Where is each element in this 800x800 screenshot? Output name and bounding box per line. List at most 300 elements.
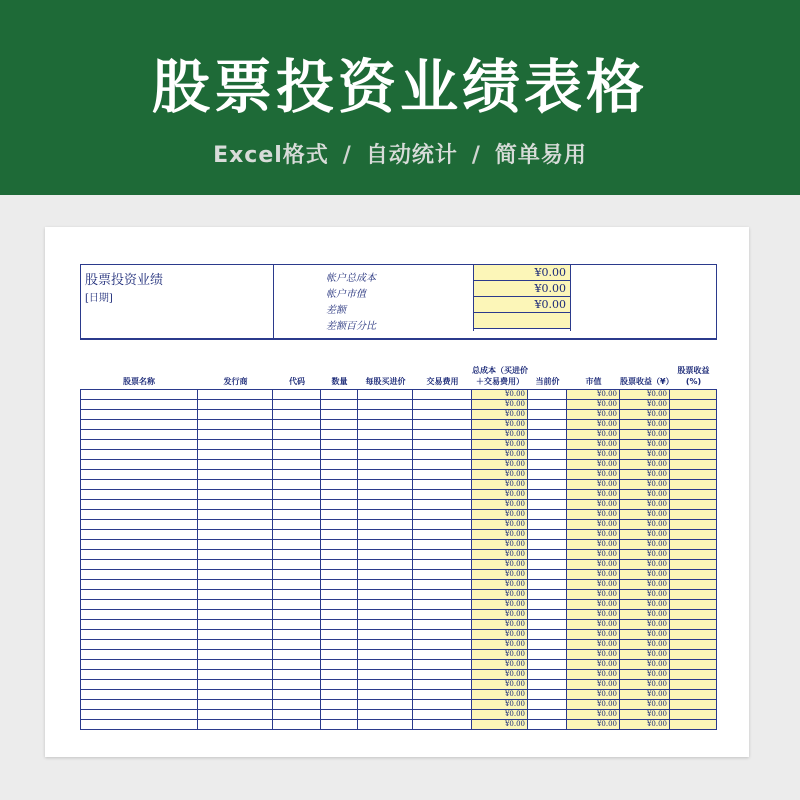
cell-total-cost[interactable] bbox=[472, 530, 528, 539]
cell-buy-price[interactable] bbox=[358, 480, 413, 489]
cell-gain-percent[interactable] bbox=[670, 670, 717, 679]
cell-issuer[interactable] bbox=[198, 450, 273, 459]
cell-gain-percent[interactable] bbox=[670, 440, 717, 449]
cell-issuer[interactable] bbox=[198, 590, 273, 599]
cell-current-price[interactable] bbox=[528, 470, 567, 479]
cell-stock-name[interactable] bbox=[80, 490, 198, 499]
cell-issuer[interactable] bbox=[198, 650, 273, 659]
cell-issuer[interactable] bbox=[198, 440, 273, 449]
date-field[interactable]: [日期] bbox=[85, 293, 113, 304]
cell-quantity[interactable] bbox=[321, 630, 358, 639]
cell-stock-name[interactable] bbox=[80, 400, 198, 409]
cell-issuer[interactable] bbox=[198, 470, 273, 479]
cell-buy-price[interactable] bbox=[358, 650, 413, 659]
cell-code[interactable] bbox=[273, 670, 321, 679]
cell-current-price[interactable] bbox=[528, 580, 567, 589]
cell-issuer[interactable] bbox=[198, 520, 273, 529]
cell-gain-percent[interactable] bbox=[670, 570, 717, 579]
cell-issuer[interactable] bbox=[198, 530, 273, 539]
cell-total-cost[interactable] bbox=[472, 600, 528, 609]
cell-market-value[interactable] bbox=[567, 620, 620, 629]
cell-quantity[interactable] bbox=[321, 720, 358, 729]
cell-quantity[interactable] bbox=[321, 660, 358, 669]
cell-gain-yuan[interactable] bbox=[620, 500, 670, 509]
cell-market-value[interactable] bbox=[567, 660, 620, 669]
cell-stock-name[interactable] bbox=[80, 510, 198, 519]
cell-buy-price[interactable] bbox=[358, 520, 413, 529]
cell-quantity[interactable] bbox=[321, 690, 358, 699]
cell-fee[interactable] bbox=[413, 500, 472, 509]
cell-stock-name[interactable] bbox=[80, 520, 198, 529]
cell-fee[interactable] bbox=[413, 400, 472, 409]
cell-quantity[interactable] bbox=[321, 520, 358, 529]
cell-buy-price[interactable] bbox=[358, 390, 413, 399]
cell-current-price[interactable] bbox=[528, 390, 567, 399]
cell-code[interactable] bbox=[273, 560, 321, 569]
cell-stock-name[interactable] bbox=[80, 500, 198, 509]
cell-issuer[interactable] bbox=[198, 670, 273, 679]
cell-total-cost[interactable] bbox=[472, 490, 528, 499]
cell-code[interactable] bbox=[273, 610, 321, 619]
cell-gain-percent[interactable] bbox=[670, 630, 717, 639]
cell-buy-price[interactable] bbox=[358, 600, 413, 609]
cell-total-cost[interactable] bbox=[472, 580, 528, 589]
cell-gain-percent[interactable] bbox=[670, 410, 717, 419]
cell-fee[interactable] bbox=[413, 410, 472, 419]
cell-buy-price[interactable] bbox=[358, 510, 413, 519]
cell-market-value[interactable] bbox=[567, 500, 620, 509]
cell-stock-name[interactable] bbox=[80, 440, 198, 449]
cell-buy-price[interactable] bbox=[358, 430, 413, 439]
cell-fee[interactable] bbox=[413, 720, 472, 729]
cell-total-cost[interactable] bbox=[472, 610, 528, 619]
cell-market-value[interactable] bbox=[567, 640, 620, 649]
cell-gain-percent[interactable] bbox=[670, 420, 717, 429]
cell-quantity[interactable] bbox=[321, 430, 358, 439]
cell-current-price[interactable] bbox=[528, 460, 567, 469]
cell-stock-name[interactable] bbox=[80, 450, 198, 459]
cell-quantity[interactable] bbox=[321, 550, 358, 559]
cell-fee[interactable] bbox=[413, 640, 472, 649]
cell-current-price[interactable] bbox=[528, 500, 567, 509]
cell-gain-yuan[interactable] bbox=[620, 390, 670, 399]
cell-fee[interactable] bbox=[413, 520, 472, 529]
cell-total-cost[interactable] bbox=[472, 510, 528, 519]
cell-buy-price[interactable] bbox=[358, 630, 413, 639]
cell-issuer[interactable] bbox=[198, 550, 273, 559]
cell-current-price[interactable] bbox=[528, 400, 567, 409]
cell-quantity[interactable] bbox=[321, 410, 358, 419]
cell-gain-yuan[interactable] bbox=[620, 580, 670, 589]
cell-code[interactable] bbox=[273, 620, 321, 629]
cell-buy-price[interactable] bbox=[358, 400, 413, 409]
cell-total-cost[interactable] bbox=[472, 390, 528, 399]
cell-issuer[interactable] bbox=[198, 720, 273, 729]
cell-market-value[interactable] bbox=[567, 720, 620, 729]
cell-current-price[interactable] bbox=[528, 520, 567, 529]
cell-issuer[interactable] bbox=[198, 420, 273, 429]
cell-code[interactable] bbox=[273, 390, 321, 399]
cell-stock-name[interactable] bbox=[80, 410, 198, 419]
cell-fee[interactable] bbox=[413, 540, 472, 549]
cell-quantity[interactable] bbox=[321, 500, 358, 509]
cell-buy-price[interactable] bbox=[358, 500, 413, 509]
cell-gain-yuan[interactable] bbox=[620, 640, 670, 649]
cell-market-value[interactable] bbox=[567, 430, 620, 439]
cell-gain-yuan[interactable] bbox=[620, 700, 670, 709]
cell-stock-name[interactable] bbox=[80, 610, 198, 619]
cell-market-value[interactable] bbox=[567, 690, 620, 699]
cell-gain-yuan[interactable] bbox=[620, 530, 670, 539]
cell-buy-price[interactable] bbox=[358, 540, 413, 549]
cell-total-cost[interactable] bbox=[472, 650, 528, 659]
cell-market-value[interactable] bbox=[567, 440, 620, 449]
cell-issuer[interactable] bbox=[198, 620, 273, 629]
cell-fee[interactable] bbox=[413, 550, 472, 559]
cell-total-cost[interactable] bbox=[472, 480, 528, 489]
cell-gain-yuan[interactable] bbox=[620, 480, 670, 489]
cell-issuer[interactable] bbox=[198, 610, 273, 619]
cell-market-value[interactable] bbox=[567, 550, 620, 559]
cell-total-cost[interactable] bbox=[472, 560, 528, 569]
cell-buy-price[interactable] bbox=[358, 690, 413, 699]
cell-current-price[interactable] bbox=[528, 570, 567, 579]
cell-issuer[interactable] bbox=[198, 640, 273, 649]
cell-code[interactable] bbox=[273, 440, 321, 449]
cell-stock-name[interactable] bbox=[80, 700, 198, 709]
value-total-cost[interactable]: ¥0.00 bbox=[474, 265, 570, 281]
cell-code[interactable] bbox=[273, 510, 321, 519]
cell-market-value[interactable] bbox=[567, 700, 620, 709]
cell-gain-percent[interactable] bbox=[670, 530, 717, 539]
cell-buy-price[interactable] bbox=[358, 590, 413, 599]
cell-fee[interactable] bbox=[413, 710, 472, 719]
cell-gain-percent[interactable] bbox=[670, 540, 717, 549]
cell-gain-percent[interactable] bbox=[670, 560, 717, 569]
cell-quantity[interactable] bbox=[321, 490, 358, 499]
cell-code[interactable] bbox=[273, 530, 321, 539]
cell-code[interactable] bbox=[273, 710, 321, 719]
cell-gain-percent[interactable] bbox=[670, 550, 717, 559]
cell-stock-name[interactable] bbox=[80, 640, 198, 649]
cell-fee[interactable] bbox=[413, 680, 472, 689]
cell-market-value[interactable] bbox=[567, 650, 620, 659]
cell-current-price[interactable] bbox=[528, 410, 567, 419]
cell-code[interactable] bbox=[273, 720, 321, 729]
cell-market-value[interactable] bbox=[567, 600, 620, 609]
cell-total-cost[interactable] bbox=[472, 500, 528, 509]
cell-gain-percent[interactable] bbox=[670, 500, 717, 509]
cell-total-cost[interactable] bbox=[472, 720, 528, 729]
cell-quantity[interactable] bbox=[321, 650, 358, 659]
cell-stock-name[interactable] bbox=[80, 560, 198, 569]
cell-issuer[interactable] bbox=[198, 690, 273, 699]
cell-fee[interactable] bbox=[413, 560, 472, 569]
cell-fee[interactable] bbox=[413, 660, 472, 669]
cell-gain-yuan[interactable] bbox=[620, 710, 670, 719]
cell-code[interactable] bbox=[273, 600, 321, 609]
cell-market-value[interactable] bbox=[567, 390, 620, 399]
cell-code[interactable] bbox=[273, 430, 321, 439]
cell-code[interactable] bbox=[273, 640, 321, 649]
cell-current-price[interactable] bbox=[528, 560, 567, 569]
cell-gain-yuan[interactable] bbox=[620, 690, 670, 699]
cell-gain-yuan[interactable] bbox=[620, 520, 670, 529]
cell-stock-name[interactable] bbox=[80, 430, 198, 439]
value-difference[interactable]: ¥0.00 bbox=[474, 297, 570, 313]
cell-buy-price[interactable] bbox=[358, 710, 413, 719]
cell-gain-yuan[interactable] bbox=[620, 610, 670, 619]
cell-current-price[interactable] bbox=[528, 650, 567, 659]
cell-fee[interactable] bbox=[413, 460, 472, 469]
cell-code[interactable] bbox=[273, 540, 321, 549]
cell-gain-yuan[interactable] bbox=[620, 670, 670, 679]
cell-buy-price[interactable] bbox=[358, 680, 413, 689]
cell-buy-price[interactable] bbox=[358, 550, 413, 559]
cell-buy-price[interactable] bbox=[358, 660, 413, 669]
cell-stock-name[interactable] bbox=[80, 470, 198, 479]
cell-gain-percent[interactable] bbox=[670, 400, 717, 409]
cell-current-price[interactable] bbox=[528, 510, 567, 519]
cell-buy-price[interactable] bbox=[358, 640, 413, 649]
cell-fee[interactable] bbox=[413, 490, 472, 499]
cell-current-price[interactable] bbox=[528, 430, 567, 439]
cell-issuer[interactable] bbox=[198, 570, 273, 579]
summary-title-cell[interactable] bbox=[81, 265, 274, 338]
cell-total-cost[interactable] bbox=[472, 570, 528, 579]
cell-gain-percent[interactable] bbox=[670, 590, 717, 599]
cell-code[interactable] bbox=[273, 680, 321, 689]
cell-fee[interactable] bbox=[413, 530, 472, 539]
cell-issuer[interactable] bbox=[198, 630, 273, 639]
cell-buy-price[interactable] bbox=[358, 530, 413, 539]
cell-gain-yuan[interactable] bbox=[620, 510, 670, 519]
cell-issuer[interactable] bbox=[198, 710, 273, 719]
cell-gain-yuan[interactable] bbox=[620, 570, 670, 579]
cell-current-price[interactable] bbox=[528, 490, 567, 499]
cell-gain-percent[interactable] bbox=[670, 610, 717, 619]
cell-gain-yuan[interactable] bbox=[620, 630, 670, 639]
cell-buy-price[interactable] bbox=[358, 410, 413, 419]
cell-current-price[interactable] bbox=[528, 540, 567, 549]
cell-current-price[interactable] bbox=[528, 700, 567, 709]
cell-current-price[interactable] bbox=[528, 640, 567, 649]
cell-quantity[interactable] bbox=[321, 560, 358, 569]
cell-gain-percent[interactable] bbox=[670, 470, 717, 479]
cell-issuer[interactable] bbox=[198, 510, 273, 519]
cell-gain-yuan[interactable] bbox=[620, 460, 670, 469]
cell-issuer[interactable] bbox=[198, 680, 273, 689]
cell-fee[interactable] bbox=[413, 570, 472, 579]
cell-gain-percent[interactable] bbox=[670, 720, 717, 729]
cell-gain-yuan[interactable] bbox=[620, 600, 670, 609]
cell-fee[interactable] bbox=[413, 610, 472, 619]
cell-buy-price[interactable] bbox=[358, 610, 413, 619]
cell-gain-yuan[interactable] bbox=[620, 560, 670, 569]
cell-market-value[interactable] bbox=[567, 610, 620, 619]
cell-fee[interactable] bbox=[413, 650, 472, 659]
cell-gain-yuan[interactable] bbox=[620, 540, 670, 549]
cell-gain-yuan[interactable] bbox=[620, 410, 670, 419]
cell-gain-yuan[interactable] bbox=[620, 420, 670, 429]
cell-total-cost[interactable] bbox=[472, 670, 528, 679]
cell-code[interactable] bbox=[273, 400, 321, 409]
cell-total-cost[interactable] bbox=[472, 410, 528, 419]
cell-total-cost[interactable] bbox=[472, 680, 528, 689]
cell-buy-price[interactable] bbox=[358, 700, 413, 709]
cell-gain-percent[interactable] bbox=[670, 490, 717, 499]
cell-code[interactable] bbox=[273, 550, 321, 559]
cell-buy-price[interactable] bbox=[358, 450, 413, 459]
cell-stock-name[interactable] bbox=[80, 670, 198, 679]
cell-current-price[interactable] bbox=[528, 590, 567, 599]
cell-total-cost[interactable] bbox=[472, 640, 528, 649]
cell-issuer[interactable] bbox=[198, 400, 273, 409]
cell-quantity[interactable] bbox=[321, 710, 358, 719]
cell-total-cost[interactable] bbox=[472, 400, 528, 409]
cell-stock-name[interactable] bbox=[80, 550, 198, 559]
cell-fee[interactable] bbox=[413, 690, 472, 699]
cell-issuer[interactable] bbox=[198, 430, 273, 439]
cell-total-cost[interactable] bbox=[472, 460, 528, 469]
cell-market-value[interactable] bbox=[567, 580, 620, 589]
cell-buy-price[interactable] bbox=[358, 570, 413, 579]
cell-fee[interactable] bbox=[413, 480, 472, 489]
cell-code[interactable] bbox=[273, 660, 321, 669]
cell-gain-percent[interactable] bbox=[670, 480, 717, 489]
cell-buy-price[interactable] bbox=[358, 560, 413, 569]
cell-current-price[interactable] bbox=[528, 550, 567, 559]
cell-fee[interactable] bbox=[413, 590, 472, 599]
cell-total-cost[interactable] bbox=[472, 630, 528, 639]
cell-stock-name[interactable] bbox=[80, 590, 198, 599]
cell-issuer[interactable] bbox=[198, 660, 273, 669]
cell-quantity[interactable] bbox=[321, 400, 358, 409]
cell-gain-yuan[interactable] bbox=[620, 660, 670, 669]
cell-total-cost[interactable] bbox=[472, 700, 528, 709]
cell-fee[interactable] bbox=[413, 670, 472, 679]
cell-quantity[interactable] bbox=[321, 510, 358, 519]
cell-market-value[interactable] bbox=[567, 560, 620, 569]
cell-fee[interactable] bbox=[413, 470, 472, 479]
cell-gain-percent[interactable] bbox=[670, 700, 717, 709]
cell-stock-name[interactable] bbox=[80, 460, 198, 469]
cell-quantity[interactable] bbox=[321, 680, 358, 689]
cell-gain-percent[interactable] bbox=[670, 690, 717, 699]
cell-fee[interactable] bbox=[413, 450, 472, 459]
cell-buy-price[interactable] bbox=[358, 470, 413, 479]
cell-stock-name[interactable] bbox=[80, 420, 198, 429]
cell-issuer[interactable] bbox=[198, 700, 273, 709]
cell-total-cost[interactable] bbox=[472, 590, 528, 599]
cell-gain-percent[interactable] bbox=[670, 450, 717, 459]
cell-current-price[interactable] bbox=[528, 450, 567, 459]
cell-quantity[interactable] bbox=[321, 480, 358, 489]
cell-issuer[interactable] bbox=[198, 580, 273, 589]
cell-gain-percent[interactable] bbox=[670, 580, 717, 589]
cell-code[interactable] bbox=[273, 470, 321, 479]
cell-market-value[interactable] bbox=[567, 630, 620, 639]
cell-issuer[interactable] bbox=[198, 560, 273, 569]
cell-gain-yuan[interactable] bbox=[620, 470, 670, 479]
cell-quantity[interactable] bbox=[321, 570, 358, 579]
cell-gain-yuan[interactable] bbox=[620, 400, 670, 409]
cell-market-value[interactable] bbox=[567, 530, 620, 539]
cell-market-value[interactable] bbox=[567, 520, 620, 529]
cell-total-cost[interactable] bbox=[472, 660, 528, 669]
cell-fee[interactable] bbox=[413, 700, 472, 709]
cell-fee[interactable] bbox=[413, 510, 472, 519]
cell-issuer[interactable] bbox=[198, 490, 273, 499]
cell-issuer[interactable] bbox=[198, 500, 273, 509]
cell-buy-price[interactable] bbox=[358, 620, 413, 629]
cell-gain-percent[interactable] bbox=[670, 520, 717, 529]
cell-stock-name[interactable] bbox=[80, 390, 198, 399]
cell-quantity[interactable] bbox=[321, 580, 358, 589]
cell-fee[interactable] bbox=[413, 620, 472, 629]
cell-quantity[interactable] bbox=[321, 390, 358, 399]
cell-gain-yuan[interactable] bbox=[620, 650, 670, 659]
cell-quantity[interactable] bbox=[321, 460, 358, 469]
cell-gain-yuan[interactable] bbox=[620, 720, 670, 729]
cell-gain-percent[interactable] bbox=[670, 680, 717, 689]
cell-current-price[interactable] bbox=[528, 680, 567, 689]
cell-issuer[interactable] bbox=[198, 410, 273, 419]
cell-quantity[interactable] bbox=[321, 420, 358, 429]
cell-current-price[interactable] bbox=[528, 690, 567, 699]
cell-current-price[interactable] bbox=[528, 720, 567, 729]
cell-issuer[interactable] bbox=[198, 600, 273, 609]
cell-quantity[interactable] bbox=[321, 470, 358, 479]
cell-code[interactable] bbox=[273, 450, 321, 459]
cell-stock-name[interactable] bbox=[80, 480, 198, 489]
cell-buy-price[interactable] bbox=[358, 720, 413, 729]
cell-code[interactable] bbox=[273, 570, 321, 579]
cell-quantity[interactable] bbox=[321, 640, 358, 649]
cell-market-value[interactable] bbox=[567, 480, 620, 489]
cell-total-cost[interactable] bbox=[472, 550, 528, 559]
cell-current-price[interactable] bbox=[528, 610, 567, 619]
cell-code[interactable] bbox=[273, 480, 321, 489]
cell-market-value[interactable] bbox=[567, 510, 620, 519]
cell-gain-yuan[interactable] bbox=[620, 620, 670, 629]
cell-total-cost[interactable] bbox=[472, 690, 528, 699]
cell-gain-percent[interactable] bbox=[670, 660, 717, 669]
cell-stock-name[interactable] bbox=[80, 630, 198, 639]
cell-buy-price[interactable] bbox=[358, 420, 413, 429]
cell-code[interactable] bbox=[273, 590, 321, 599]
cell-market-value[interactable] bbox=[567, 670, 620, 679]
cell-stock-name[interactable] bbox=[80, 690, 198, 699]
cell-fee[interactable] bbox=[413, 390, 472, 399]
cell-current-price[interactable] bbox=[528, 480, 567, 489]
cell-total-cost[interactable] bbox=[472, 470, 528, 479]
cell-current-price[interactable] bbox=[528, 440, 567, 449]
cell-market-value[interactable] bbox=[567, 490, 620, 499]
cell-total-cost[interactable] bbox=[472, 440, 528, 449]
cell-code[interactable] bbox=[273, 460, 321, 469]
cell-fee[interactable] bbox=[413, 580, 472, 589]
cell-total-cost[interactable] bbox=[472, 710, 528, 719]
cell-code[interactable] bbox=[273, 420, 321, 429]
cell-stock-name[interactable] bbox=[80, 710, 198, 719]
cell-code[interactable] bbox=[273, 690, 321, 699]
cell-code[interactable] bbox=[273, 630, 321, 639]
cell-stock-name[interactable] bbox=[80, 570, 198, 579]
cell-gain-yuan[interactable] bbox=[620, 680, 670, 689]
cell-total-cost[interactable] bbox=[472, 420, 528, 429]
cell-stock-name[interactable] bbox=[80, 720, 198, 729]
